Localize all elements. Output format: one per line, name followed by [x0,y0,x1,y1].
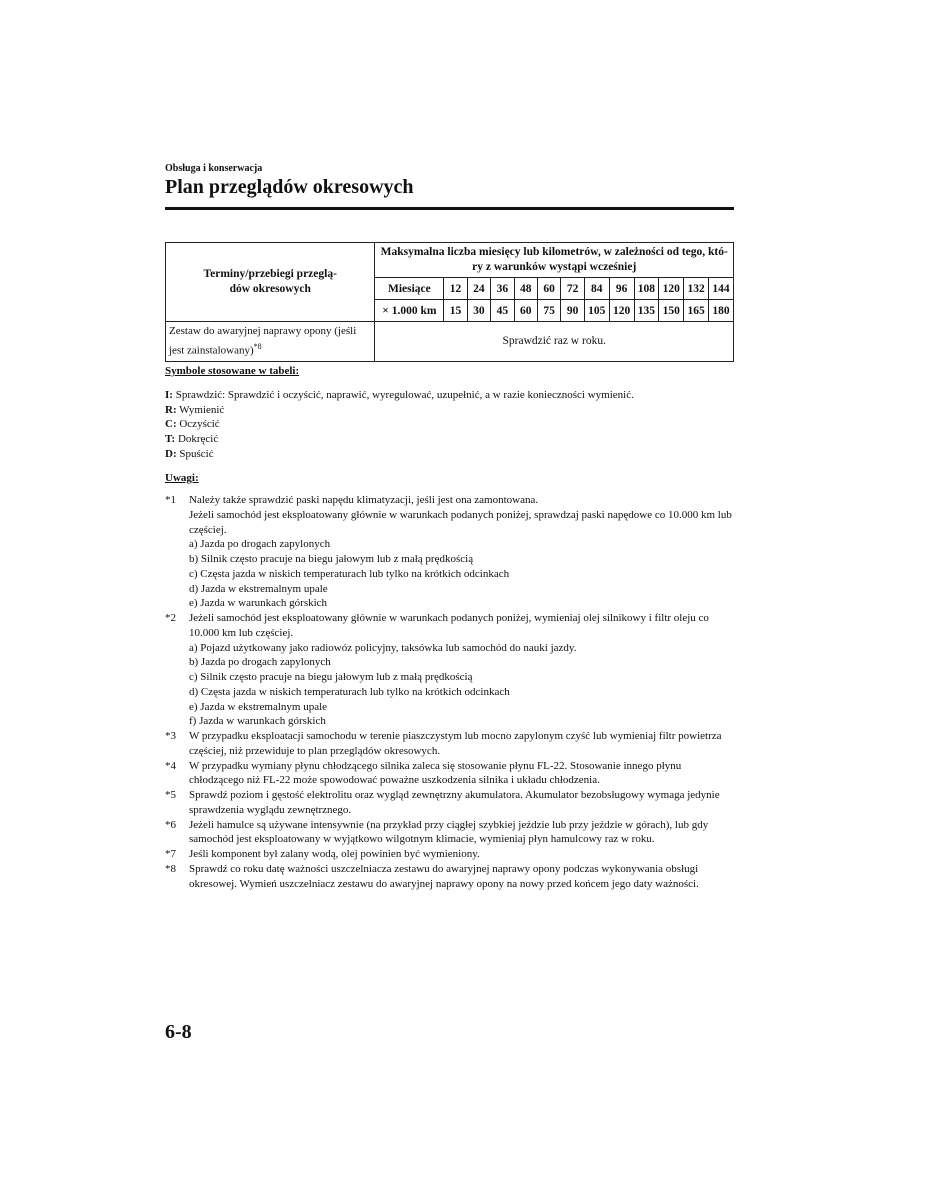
symbol-text: Dokręcić [175,433,219,446]
schedule-header-line2: dów okresowych [229,283,311,295]
month-cell: 12 [444,278,467,300]
note-text: Należy także sprawdzić paski napędu klimatyzacji, jeśli jest ona zamontowana. [189,494,539,506]
symbols-heading: Symbole stosowane w tabeli: [165,365,300,377]
note-mark: *8 [165,862,176,875]
km-cell: 75 [537,300,560,322]
list-item: c) Częsta jazda w niskich temperaturach lub tylko na krótkich odcinkach [189,567,510,580]
km-cell: 120 [609,300,634,322]
note-text: Jeżeli samochód jest eksploatowany głównie w warunkach podanych poniżej, sprawdzaj paski napędowe co 10.000 km lub częściej. [189,508,732,536]
note-4 [165,759,734,789]
section-label: Obsługa i konserwacja [165,163,263,174]
list-item [165,388,634,403]
note-text: Jeżeli hamulce są używane intensywnie (na przykład przy ciągłej szybkiej jeździe lub przy jeździe w górach), lub gdy samochód jest eksploatowany w wyjątkowo wilgotnym klimacie, wymieniaj płyn hamulcowy raz w roku. [189,818,709,846]
interval-header-line1: Maksymalna liczba miesięcy lub kilometrów, w zależności od tego, któ- [380,246,728,258]
km-cell: 60 [514,300,537,322]
km-cell: 180 [709,300,734,322]
list-item: d) Jazda w ekstremalnym upale [189,582,328,595]
list-item: a) Pojazd użytkowany jako radiowóz policyjny, taksówka lub samochód do nauki jazdy. [189,641,577,654]
note-7 [165,847,734,862]
month-cell: 120 [659,278,684,300]
month-cell: 144 [709,278,734,300]
month-cell: 84 [584,278,609,300]
list-item: f) Jazda w warunkach górskich [189,715,326,728]
km-label: × 1.000 km [375,300,444,322]
page-title: Plan przeglądów okresowych [165,176,414,198]
item-text: Zestaw do awaryjnej naprawy opony (jeśli jest zainstalowany) [169,325,357,357]
list-item: d) Częsta jazda w niskich temperaturach lub tylko na krótkich odcinkach [189,685,510,698]
notes-heading: Uwagi: [165,472,199,484]
page-number: 6-8 [165,1021,192,1043]
km-cell: 105 [584,300,609,322]
km-cell: 165 [684,300,709,322]
month-cell: 36 [491,278,514,300]
item-action-cell: Sprawdzić raz w roku. [375,322,734,362]
note-mark: *5 [165,789,176,801]
symbol-code: I: [165,389,173,401]
symbol-text: Oczyścić [176,418,220,431]
km-cell: 135 [634,300,659,322]
note-mark: *3 [165,730,176,742]
notes-list [165,493,734,891]
km-cell: 45 [491,300,514,322]
list-item [165,417,634,432]
list-item [165,403,634,418]
km-cell: 90 [561,300,584,322]
schedule-header-cell [166,243,375,322]
note-text: Jeśli komponent był zalany wodą, olej powinien być wymieniony. [189,848,480,860]
km-cell: 15 [444,300,467,322]
note-text: W przypadku eksploatacji samochodu w terenie piaszczystym lub mocno zapylonym czyść lub wymieniaj filtr powietrza częściej, niż przewiduje to plan przeglądów okresowych. [189,730,722,757]
note-mark: *7 [165,848,176,860]
note-2 [165,611,734,729]
symbol-text: Sprawdzić: Sprawdzić i oczyścić, naprawić, wyregulować, uzupełnić, a w razie konieczności wymienić. [172,389,634,401]
symbol-code: D: [165,447,177,460]
note-1 [165,493,734,611]
note-text: W przypadku wymiany płynu chłodzącego silnika zaleca się stosowanie płynu FL-22. Stosowanie innego płynu chłodzącego niż FL-22 może spowodować poważne uszkodzenia silnika i układu chłodzenia. [189,759,682,787]
month-cell: 132 [684,278,709,300]
month-cell: 108 [634,278,659,300]
note-mark: *1 [165,494,176,506]
note-5 [165,788,734,818]
list-item: c) Silnik często pracuje na biegu jałowym lub z małą prędkością [189,671,473,683]
note-3 [165,729,734,759]
symbol-text: Spuścić [176,447,214,460]
symbol-code: R: [165,403,177,416]
note-mark: *2 [165,612,176,624]
schedule-header-line1: Terminy/przebiegi przeglą- [203,268,337,280]
km-cell: 30 [467,300,490,322]
symbols-list [165,388,634,462]
months-label: Miesiące [375,278,444,300]
symbol-code: T: [165,433,176,446]
km-cell: 150 [659,300,684,322]
note-sublist [189,641,734,730]
note-sublist [189,537,734,611]
item-footnote-mark: *8 [253,342,262,351]
month-cell: 96 [609,278,634,300]
table-header-row [166,243,734,278]
month-cell: 72 [561,278,584,300]
note-text: Jeżeli samochód jest eksploatowany głównie w warunkach podanych poniżej, wymieniaj olej silnikowy i filtr oleju co 10.000 km lub częściej. [189,612,709,639]
month-cell: 48 [514,278,537,300]
note-text: Sprawdź poziom i gęstość elektrolitu oraz wygląd zewnętrzny akumulatora. Akumulator bezobsługowy wymaga jedynie sprawdzenia wyglądu zewnętrznego. [189,789,720,816]
table-row [166,322,734,362]
note-text: Sprawdź co roku datę ważności uszczelniacza zestawu do awaryjnej naprawy opony podczas wykonywania obsługi okresowej. Wymień uszczelniacz zestawu do awaryjnej naprawy opony na nowy przed końcem jego daty ważności. [189,862,699,890]
note-6 [165,818,734,848]
month-cell: 24 [467,278,490,300]
list-item: b) Jazda po drogach zapylonych [189,656,331,669]
list-item: a) Jazda po drogach zapylonych [189,538,331,551]
note-mark: *4 [165,759,176,772]
list-item: e) Jazda w ekstremalnym upale [189,700,328,713]
item-cell [166,322,375,362]
list-item: b) Silnik często pracuje na biegu jałowym lub z małą prędkością [189,553,474,565]
title-rule [165,207,734,210]
note-8 [165,862,734,892]
symbol-code: C: [165,418,177,431]
list-item: e) Jazda w warunkach górskich [189,597,328,610]
month-cell: 60 [537,278,560,300]
maintenance-schedule-table [165,242,734,362]
symbol-text: Wymienić [176,403,225,416]
interval-header-cell [375,243,734,278]
interval-header-line2: ry z warunków wystąpi wcześniej [472,261,637,273]
list-item [165,432,634,447]
note-mark: *6 [165,818,176,831]
list-item [165,447,634,462]
